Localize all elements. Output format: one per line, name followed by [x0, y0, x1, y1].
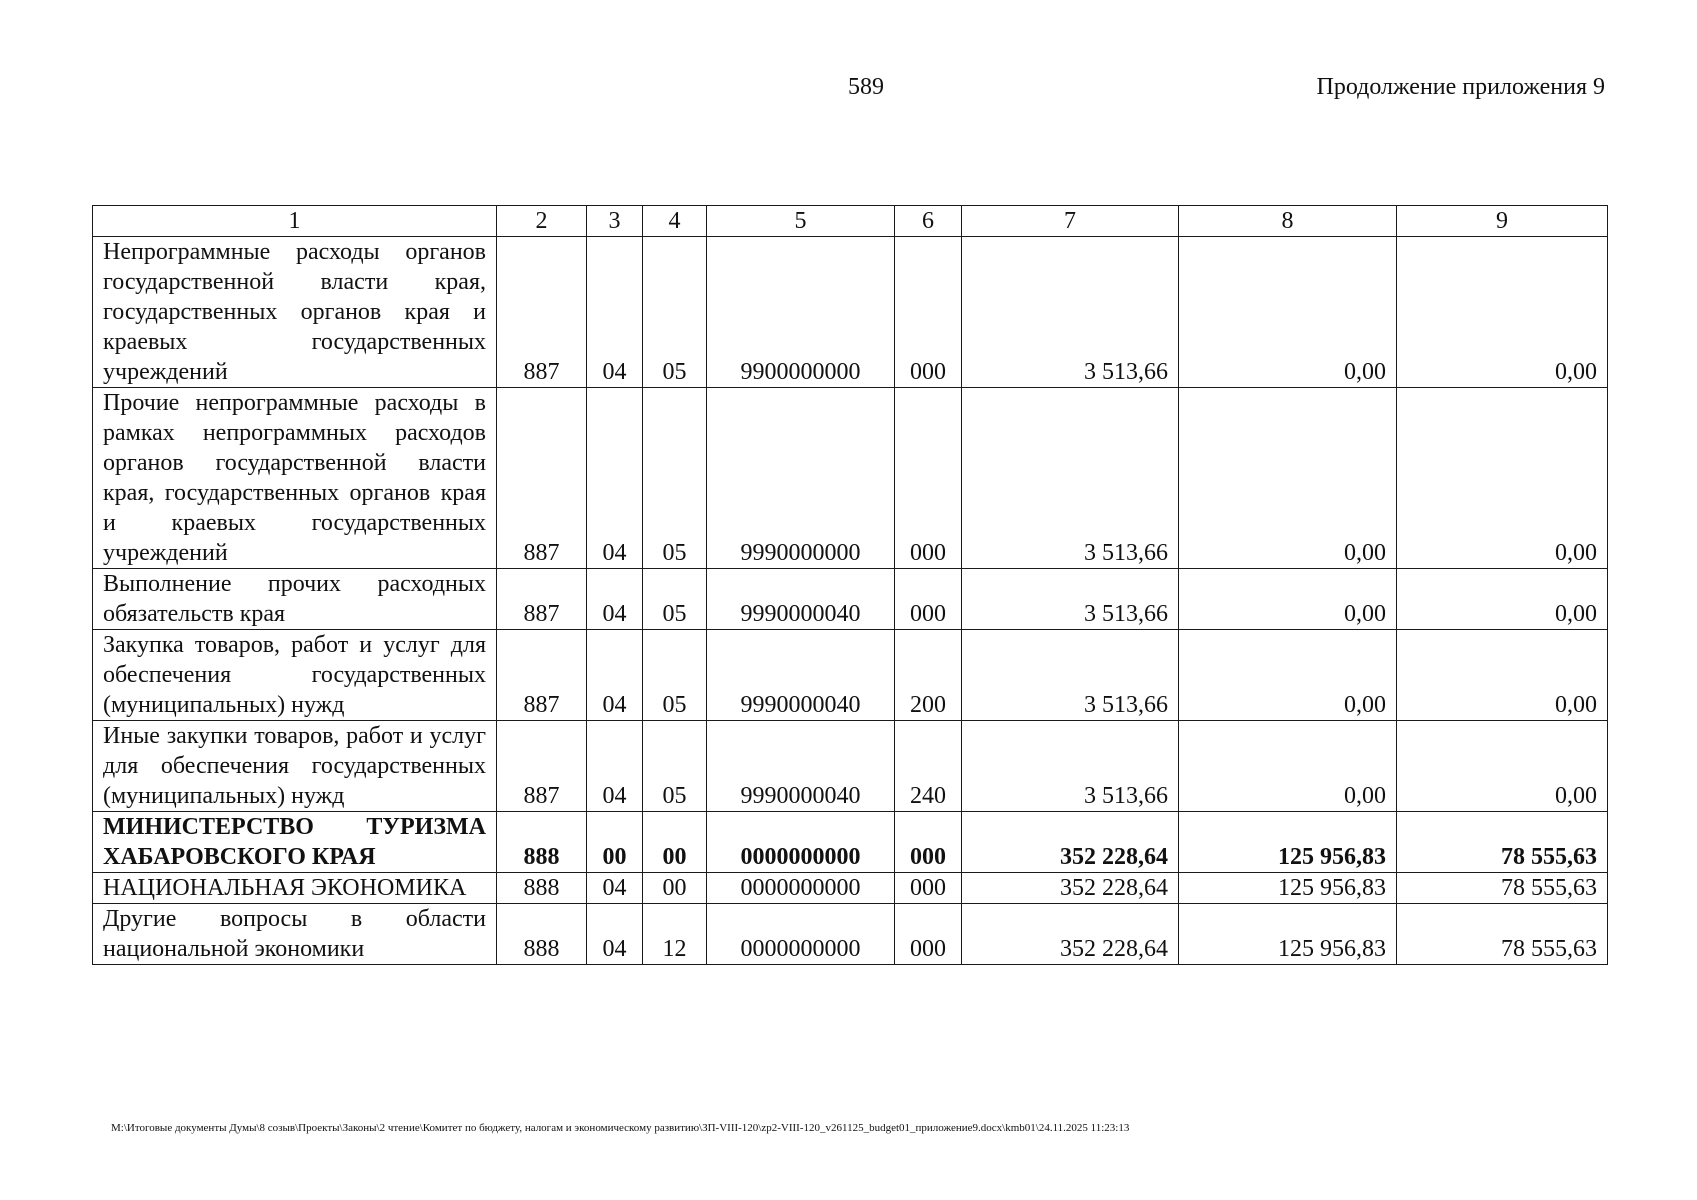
table-row	[93, 904, 1608, 965]
ministry-code-cell: 887	[497, 721, 587, 812]
subsection-code-cell: 12	[643, 904, 707, 965]
column-number-row	[93, 206, 1608, 237]
target-article-cell: 9900000000	[707, 237, 895, 388]
column-header: 6	[895, 206, 962, 237]
section-code-cell: 00	[587, 812, 643, 873]
amount-col8-cell: 0,00	[1179, 388, 1397, 569]
amount-col7-cell: 352 228,64	[962, 904, 1179, 965]
table-row	[93, 388, 1608, 569]
subsection-code-cell: 05	[643, 721, 707, 812]
table-row	[93, 721, 1608, 812]
amount-col9-cell: 0,00	[1397, 630, 1608, 721]
expense-name-cell: Иные закупки товаров, работ и услуг для обеспечения государственных (муниципальных) нужд	[93, 721, 497, 812]
expense-name-cell: Выполнение прочих расходных обязательств края	[93, 569, 497, 630]
amount-col7-cell: 3 513,66	[962, 630, 1179, 721]
column-header: 7	[962, 206, 1179, 237]
amount-col9-cell: 0,00	[1397, 237, 1608, 388]
section-code-cell: 04	[587, 873, 643, 904]
subsection-code-cell: 05	[643, 237, 707, 388]
column-header: 4	[643, 206, 707, 237]
column-header: 1	[93, 206, 497, 237]
section-code-cell: 04	[587, 904, 643, 965]
appendix-title: Продолжение приложения 9	[1316, 74, 1605, 100]
amount-col7-cell: 352 228,64	[962, 873, 1179, 904]
amount-col9-cell: 0,00	[1397, 569, 1608, 630]
amount-col9-cell: 78 555,63	[1397, 904, 1608, 965]
amount-col8-cell: 0,00	[1179, 569, 1397, 630]
target-article-cell: 9990000000	[707, 388, 895, 569]
column-header: 9	[1397, 206, 1608, 237]
column-header: 2	[497, 206, 587, 237]
amount-col8-cell: 0,00	[1179, 237, 1397, 388]
amount-col7-cell: 3 513,66	[962, 237, 1179, 388]
amount-col8-cell: 0,00	[1179, 721, 1397, 812]
footer-file-path: M:\Итоговые документы Думы\8 созыв\Проекты\Законы\2 чтение\Комитет по бюджету, налогам и экономическому развитию\ЗП-VIII-120\zp2-VIII-120_v261125_budget01_приложение9.docx\kmb01\24.11.2025 11:23:13	[111, 1122, 1130, 1134]
table-row	[93, 630, 1608, 721]
expense-name-cell: МИНИСТЕРСТВО ТУРИЗМА ХАБАРОВСКОГО КРАЯ	[93, 812, 497, 873]
page-number: 589	[848, 74, 884, 100]
expense-name-cell: Непрограммные расходы органов государственной власти края, государственных органов края и краевых государственных учреждений	[93, 237, 497, 388]
subsection-code-cell: 05	[643, 569, 707, 630]
subsection-code-cell: 05	[643, 388, 707, 569]
amount-col9-cell: 78 555,63	[1397, 812, 1608, 873]
amount-col8-cell: 0,00	[1179, 630, 1397, 721]
target-article-cell: 0000000000	[707, 812, 895, 873]
table-row	[93, 873, 1608, 904]
ministry-code-cell: 887	[497, 630, 587, 721]
subsection-code-cell: 00	[643, 812, 707, 873]
expense-type-cell: 000	[895, 812, 962, 873]
table-row	[93, 569, 1608, 630]
column-header: 3	[587, 206, 643, 237]
budget-table	[92, 205, 1608, 965]
ministry-code-cell: 887	[497, 388, 587, 569]
amount-col7-cell: 3 513,66	[962, 721, 1179, 812]
amount-col8-cell: 125 956,83	[1179, 812, 1397, 873]
expense-name-cell: Прочие непрограммные расходы в рамках непрограммных расходов органов государственной власти края, государственных органов края и краевых государственных учреждений	[93, 388, 497, 569]
table-row	[93, 812, 1608, 873]
section-code-cell: 04	[587, 388, 643, 569]
expense-name-cell: Другие вопросы в области национальной экономики	[93, 904, 497, 965]
subsection-code-cell: 05	[643, 630, 707, 721]
ministry-code-cell: 887	[497, 237, 587, 388]
expense-name-cell: НАЦИОНАЛЬНАЯ ЭКОНОМИКА	[93, 873, 497, 904]
column-header: 8	[1179, 206, 1397, 237]
amount-col8-cell: 125 956,83	[1179, 904, 1397, 965]
amount-col9-cell: 0,00	[1397, 721, 1608, 812]
target-article-cell: 0000000000	[707, 904, 895, 965]
column-header: 5	[707, 206, 895, 237]
expense-name-cell: Закупка товаров, работ и услуг для обеспечения государственных (муниципальных) нужд	[93, 630, 497, 721]
amount-col7-cell: 352 228,64	[962, 812, 1179, 873]
expense-type-cell: 200	[895, 630, 962, 721]
section-code-cell: 04	[587, 237, 643, 388]
ministry-code-cell: 888	[497, 873, 587, 904]
target-article-cell: 0000000000	[707, 873, 895, 904]
ministry-code-cell: 888	[497, 904, 587, 965]
target-article-cell: 9990000040	[707, 569, 895, 630]
subsection-code-cell: 00	[643, 873, 707, 904]
expense-type-cell: 000	[895, 904, 962, 965]
expense-type-cell: 000	[895, 873, 962, 904]
table-row	[93, 237, 1608, 388]
amount-col9-cell: 0,00	[1397, 388, 1608, 569]
expense-type-cell: 240	[895, 721, 962, 812]
target-article-cell: 9990000040	[707, 630, 895, 721]
expense-type-cell: 000	[895, 237, 962, 388]
amount-col8-cell: 125 956,83	[1179, 873, 1397, 904]
section-code-cell: 04	[587, 630, 643, 721]
amount-col7-cell: 3 513,66	[962, 388, 1179, 569]
expense-type-cell: 000	[895, 569, 962, 630]
ministry-code-cell: 887	[497, 569, 587, 630]
expense-type-cell: 000	[895, 388, 962, 569]
amount-col7-cell: 3 513,66	[962, 569, 1179, 630]
amount-col9-cell: 78 555,63	[1397, 873, 1608, 904]
ministry-code-cell: 888	[497, 812, 587, 873]
section-code-cell: 04	[587, 569, 643, 630]
section-code-cell: 04	[587, 721, 643, 812]
target-article-cell: 9990000040	[707, 721, 895, 812]
